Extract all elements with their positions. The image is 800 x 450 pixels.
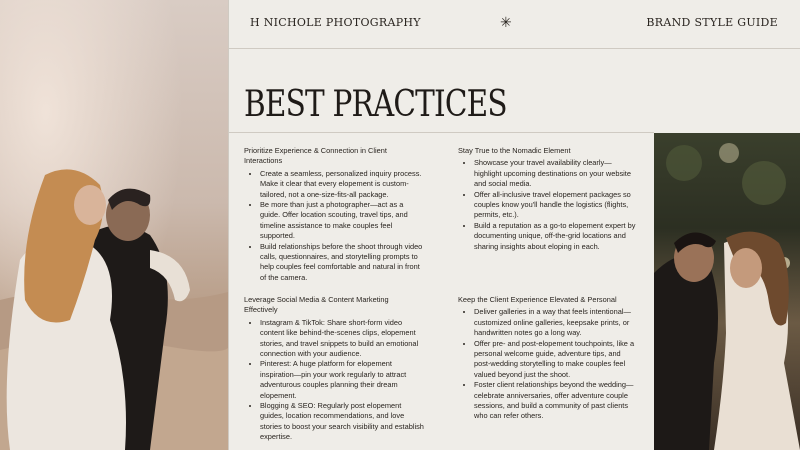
section-heading: Stay True to the Nomadic Element [458,146,571,155]
section-experience-connection [244,146,424,283]
brand-name: H NICHOLE PHOTOGRAPHY [250,16,421,29]
list-item: • Offer all-inclusive travel elopement packages so couples know you'll handle the logistics (flights, permits, etc.). [474,190,638,221]
title-divider [229,132,654,133]
bullet-list [458,158,638,252]
list-item: • Build a reputation as a go-to elopement expert by documenting unique, off-the-grid locations and sharing insights about eloping in each. [474,221,638,252]
section-client-experience [458,295,638,422]
list-item: • Foster client relationships beyond the wedding—celebrate anniversaries, offer adventure couple sessions, and build a community of past clients who can refer others. [474,380,638,422]
section-heading: Leverage Social Media & Content Marketing Effectively [244,295,389,315]
list-item: • Instagram & TikTok: Share short-form video content like behind-the-scenes clips, elopement stories, and travel snippets to build an emotional connection with your audience. [260,318,424,360]
section-heading: Keep the Client Experience Elevated & Personal [458,295,617,304]
star-icon: ✳ [500,14,512,30]
list-item: • Create a seamless, personalized inquiry process. Make it clear that every elopement is custom-tailored, not a one-size-fits-all package. [260,169,424,200]
list-item: • Pinterest: A huge platform for elopement inspiration—pin your work regularly to attract adventurous couples planning their dream elopement. [260,359,424,401]
list-item: • Deliver galleries in a way that feels intentional—customized online galleries, keepsake prints, or handwritten notes go a long way. [474,307,638,338]
bullet-list [458,307,638,421]
section-social-media [244,295,424,443]
list-item: • Blogging & SEO: Regularly post elopement guides, location recommendations, and love stories to boost your search visibility and establish expertise. [260,401,424,443]
couple-photo-left [0,0,228,450]
list-item: • Build relationships before the shoot through video calls, questionnaires, and storytelling prompts to help couples feel comfortable and natural in front of the camera. [260,242,424,284]
section-heading: Prioritize Experience & Connection in Client Interactions [244,146,387,166]
vertical-divider [228,0,229,450]
bullet-list [244,318,424,443]
bullet-list [244,169,424,283]
list-item: • Showcase your travel availability clearly—highlight upcoming destinations on your website and social media. [474,158,638,189]
list-item: • Be more than just a photographer—act as a guide. Offer location scouting, travel tips, and timeline assistance to make couples feel supported. [260,200,424,242]
header-divider [229,48,800,49]
section-nomadic-element [458,146,638,252]
document-label: BRAND STYLE GUIDE [646,16,778,29]
list-item: • Offer pre- and post-elopement touchpoints, like a personal welcome guide, adventure tips, and post-wedding storytelling to make couples feel valued beyond just the shoot. [474,339,638,381]
couple-photo-right [654,133,800,450]
page-title: BEST PRACTICES [244,84,507,125]
